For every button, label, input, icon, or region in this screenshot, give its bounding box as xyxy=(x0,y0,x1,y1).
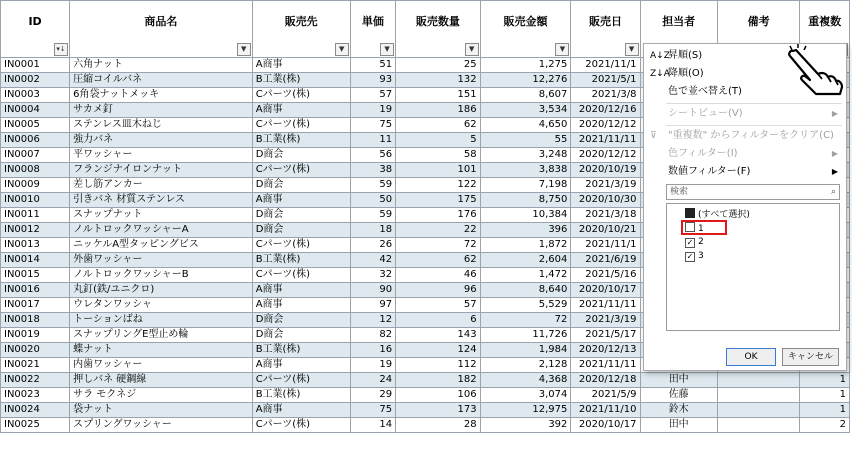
cell-customer[interactable]: A商事 xyxy=(252,298,350,313)
cell-price[interactable]: 59 xyxy=(350,178,395,193)
cell-date[interactable]: 2020/12/16 xyxy=(571,103,640,118)
cell-price[interactable]: 50 xyxy=(350,193,395,208)
dropdown-arrow-icon[interactable]: ▼ xyxy=(465,43,479,56)
clear-filter-icon: ⊽ xyxy=(650,131,657,141)
dropdown-arrow-icon[interactable]: ▼ xyxy=(625,43,639,56)
cell-name[interactable]: トーションばね xyxy=(70,313,253,328)
cell-id[interactable]: IN0022 xyxy=(1,373,70,388)
cell-price[interactable]: 12 xyxy=(350,313,395,328)
cell-name[interactable]: ニッケルA型タッピングビス xyxy=(70,238,253,253)
cell-name[interactable]: 外歯ワッシャー xyxy=(70,253,253,268)
header-amount xyxy=(480,1,571,58)
sheet-view-item xyxy=(644,105,844,123)
cell-customer[interactable]: A商事 xyxy=(252,58,350,73)
header-id xyxy=(1,1,70,58)
cell-customer[interactable]: B工業(株) xyxy=(252,388,350,403)
cell-customer[interactable]: D商会 xyxy=(252,178,350,193)
cell-id[interactable]: IN0004 xyxy=(1,103,70,118)
cell-price[interactable]: 32 xyxy=(350,268,395,283)
cancel-button[interactable]: キャンセル xyxy=(782,348,839,366)
cell-id[interactable]: IN0024 xyxy=(1,403,70,418)
cell-date[interactable]: 2021/3/18 xyxy=(571,208,640,223)
header-amount-label: 販売金額 xyxy=(503,15,548,28)
cell-date[interactable]: 2020/12/13 xyxy=(571,343,640,358)
list-item-value-2[interactable] xyxy=(685,236,704,249)
cell-name[interactable]: サカメ釘 xyxy=(70,103,253,118)
cell-qty[interactable]: 22 xyxy=(396,223,481,238)
cell-id[interactable]: IN0003 xyxy=(1,88,70,103)
cell-customer[interactable]: Cパーツ(株) xyxy=(252,88,350,103)
cell-id[interactable]: IN0019 xyxy=(1,328,70,343)
cell-price[interactable]: 19 xyxy=(350,358,395,373)
ok-button[interactable]: OK xyxy=(726,348,776,366)
cell-note[interactable] xyxy=(717,403,800,418)
header-date-label: 販売日 xyxy=(588,15,622,28)
cell-amount[interactable]: 55 xyxy=(480,133,571,148)
checkbox-icon[interactable]: ✓ xyxy=(686,252,694,261)
cell-qty[interactable]: 57 xyxy=(396,298,481,313)
cell-price[interactable]: 51 xyxy=(350,58,395,73)
cell-amount[interactable]: 1,872 xyxy=(480,238,571,253)
cell-name[interactable]: スプリングワッシャー xyxy=(70,418,253,433)
cell-customer[interactable]: D商会 xyxy=(252,208,350,223)
cell-id[interactable]: IN0010 xyxy=(1,193,70,208)
cell-amount[interactable]: 1,984 xyxy=(480,343,571,358)
cell-qty[interactable]: 175 xyxy=(396,193,481,208)
cell-customer[interactable]: Cパーツ(株) xyxy=(252,373,350,388)
sort-descending-icon: Z↓A xyxy=(650,69,670,79)
cell-name[interactable]: 強力バネ xyxy=(70,133,253,148)
cell-price[interactable]: 19 xyxy=(350,103,395,118)
header-price xyxy=(350,1,395,58)
cell-amount[interactable]: 396 xyxy=(480,223,571,238)
cell-price[interactable]: 93 xyxy=(350,73,395,88)
cell-qty[interactable]: 25 xyxy=(396,58,481,73)
cell-date[interactable]: 2021/5/17 xyxy=(571,328,640,343)
header-price-label: 単価 xyxy=(361,15,384,28)
cell-amount[interactable]: 392 xyxy=(480,418,571,433)
cell-price[interactable]: 29 xyxy=(350,388,395,403)
cell-customer[interactable]: D商会 xyxy=(252,148,350,163)
cell-dup[interactable]: 2 xyxy=(800,418,850,433)
dropdown-arrow-icon[interactable]: ▼ xyxy=(380,43,394,56)
sort-by-color-label: 色で並べ替え(T) xyxy=(668,86,742,97)
cell-price[interactable]: 59 xyxy=(350,208,395,223)
cell-qty[interactable]: 5 xyxy=(396,133,481,148)
cell-id[interactable]: IN0002 xyxy=(1,73,70,88)
cell-name[interactable]: 袋ナット xyxy=(70,403,253,418)
cell-price[interactable]: 18 xyxy=(350,223,395,238)
cell-name[interactable]: 6角袋ナットメッキ xyxy=(70,88,253,103)
menu-separator xyxy=(666,125,842,126)
color-filter-label: 色フィルター(I) xyxy=(668,148,738,159)
cell-qty[interactable]: 62 xyxy=(396,118,481,133)
cell-id[interactable]: IN0008 xyxy=(1,163,70,178)
cell-customer[interactable]: B工業(株) xyxy=(252,343,350,358)
cell-customer[interactable]: Cパーツ(株) xyxy=(252,118,350,133)
cell-amount[interactable]: 8,607 xyxy=(480,88,571,103)
clear-filter-label: "重複数" からフィルターをクリア(C) xyxy=(668,130,834,141)
cell-date[interactable]: 2020/10/30 xyxy=(571,193,640,208)
submenu-arrow-icon: ▶ xyxy=(831,109,838,118)
cell-id[interactable]: IN0025 xyxy=(1,418,70,433)
cell-amount[interactable]: 3,248 xyxy=(480,148,571,163)
cell-customer[interactable]: D商会 xyxy=(252,328,350,343)
cell-qty[interactable]: 58 xyxy=(396,148,481,163)
cell-id[interactable]: IN0001 xyxy=(1,58,70,73)
cell-dup[interactable]: 1 xyxy=(800,373,850,388)
cell-amount[interactable]: 1,472 xyxy=(480,268,571,283)
cell-amount[interactable]: 12,276 xyxy=(480,73,571,88)
cell-qty[interactable]: 112 xyxy=(396,358,481,373)
cell-id[interactable]: IN0011 xyxy=(1,208,70,223)
dropdown-arrow-icon[interactable]: ▼ xyxy=(237,43,251,56)
checkbox-icon[interactable] xyxy=(685,208,695,218)
cell-qty[interactable]: 132 xyxy=(396,73,481,88)
header-dup-label: 重複数 xyxy=(808,15,842,28)
cell-id[interactable]: IN0012 xyxy=(1,223,70,238)
cell-date[interactable]: 2021/3/19 xyxy=(571,313,640,328)
cell-date[interactable]: 2021/6/19 xyxy=(571,253,640,268)
cell-qty[interactable]: 46 xyxy=(396,268,481,283)
menu-separator xyxy=(666,103,842,104)
cell-name[interactable]: ステンレス皿木ねじ xyxy=(70,118,253,133)
cell-price[interactable]: 82 xyxy=(350,328,395,343)
cell-customer[interactable]: A商事 xyxy=(252,283,350,298)
cell-date[interactable]: 2021/5/16 xyxy=(571,268,640,283)
cell-id[interactable]: IN0017 xyxy=(1,298,70,313)
search-placeholder: 検索 xyxy=(670,187,689,197)
dropdown-arrow-icon[interactable]: ▼ xyxy=(555,43,569,56)
list-item-label: 2 xyxy=(698,237,704,247)
header-qty xyxy=(396,1,481,58)
header-name xyxy=(70,1,253,58)
cell-amount[interactable]: 5,529 xyxy=(480,298,571,313)
cell-amount[interactable]: 3,534 xyxy=(480,103,571,118)
header-note-label: 備考 xyxy=(747,15,770,28)
header-date xyxy=(571,1,640,58)
cell-price[interactable]: 11 xyxy=(350,133,395,148)
cell-amount[interactable]: 2,128 xyxy=(480,358,571,373)
cell-date[interactable]: 2020/10/17 xyxy=(571,283,640,298)
list-item-value-3[interactable] xyxy=(685,250,704,263)
cell-qty[interactable]: 106 xyxy=(396,388,481,403)
number-filter-label: 数値フィルター(F) xyxy=(668,166,751,177)
cell-date[interactable]: 2020/10/21 xyxy=(571,223,640,238)
header-qty-label: 販売数量 xyxy=(415,15,460,28)
header-staff-label: 担当者 xyxy=(662,15,696,28)
table-row xyxy=(1,373,850,388)
cell-amount[interactable]: 8,640 xyxy=(480,283,571,298)
cell-qty[interactable]: 122 xyxy=(396,178,481,193)
list-item-label: 3 xyxy=(698,251,704,261)
cell-id[interactable]: IN0014 xyxy=(1,253,70,268)
cell-name[interactable]: ノルトロックワッシャーB xyxy=(70,268,253,283)
cell-customer[interactable]: Cパーツ(株) xyxy=(252,268,350,283)
cell-qty[interactable]: 143 xyxy=(396,328,481,343)
sort-descending-label: 降順(O) xyxy=(668,68,704,79)
cell-name[interactable]: 内歯ワッシャー xyxy=(70,358,253,373)
cell-customer[interactable]: A商事 xyxy=(252,403,350,418)
cell-customer[interactable]: D商会 xyxy=(252,223,350,238)
header-name-label: 商品名 xyxy=(144,15,178,28)
cell-qty[interactable]: 186 xyxy=(396,103,481,118)
cell-date[interactable]: 2021/11/10 xyxy=(571,403,640,418)
submenu-arrow-icon: ▶ xyxy=(831,167,838,176)
cell-name[interactable]: 差し筋アンカー xyxy=(70,178,253,193)
cell-price[interactable]: 24 xyxy=(350,373,395,388)
cell-id[interactable]: IN0007 xyxy=(1,148,70,163)
cell-name[interactable]: サラ モクネジ xyxy=(70,388,253,403)
table-row xyxy=(1,388,850,403)
cell-id[interactable]: IN0005 xyxy=(1,118,70,133)
cell-id[interactable]: IN0006 xyxy=(1,133,70,148)
cell-name[interactable]: 平ワッシャー xyxy=(70,148,253,163)
cell-dup[interactable]: 1 xyxy=(800,388,850,403)
number-filter-item[interactable] xyxy=(644,163,844,181)
sheet-view-label: シートビュー(V) xyxy=(668,108,743,119)
search-icon: ⌕ xyxy=(830,187,836,197)
cell-price[interactable]: 42 xyxy=(350,253,395,268)
cell-price[interactable]: 16 xyxy=(350,343,395,358)
cell-customer[interactable]: Cパーツ(株) xyxy=(252,418,350,433)
cell-qty[interactable]: 173 xyxy=(396,403,481,418)
cell-qty[interactable]: 28 xyxy=(396,418,481,433)
cell-customer[interactable]: Cパーツ(株) xyxy=(252,163,350,178)
cell-amount[interactable]: 4,650 xyxy=(480,118,571,133)
cell-date[interactable]: 2020/10/19 xyxy=(571,163,640,178)
cell-customer[interactable]: A商事 xyxy=(252,103,350,118)
cell-qty[interactable]: 72 xyxy=(396,238,481,253)
cell-amount[interactable]: 2,604 xyxy=(480,253,571,268)
cell-name[interactable]: ノルトロックワッシャーA xyxy=(70,223,253,238)
cell-staff[interactable]: 田中 xyxy=(640,373,717,388)
cell-date[interactable]: 2020/12/12 xyxy=(571,148,640,163)
cell-date[interactable]: 2021/5/1 xyxy=(571,73,640,88)
cell-customer[interactable]: B工業(株) xyxy=(252,253,350,268)
sort-ascending-icon: A↓Z xyxy=(650,51,670,61)
cell-name[interactable]: 丸釘(鉄/ユニクロ) xyxy=(70,283,253,298)
cell-id[interactable]: IN0009 xyxy=(1,178,70,193)
cell-amount[interactable]: 12,975 xyxy=(480,403,571,418)
cell-qty[interactable]: 182 xyxy=(396,373,481,388)
cell-price[interactable]: 57 xyxy=(350,88,395,103)
cell-name[interactable]: 六角ナット xyxy=(70,58,253,73)
cell-amount[interactable]: 10,384 xyxy=(480,208,571,223)
header-id-label: ID xyxy=(28,15,42,28)
cell-price[interactable]: 75 xyxy=(350,118,395,133)
cell-name[interactable]: スナップリングE型止め輪 xyxy=(70,328,253,343)
cell-price[interactable]: 97 xyxy=(350,298,395,313)
header-customer xyxy=(252,1,350,58)
list-item-label: 1 xyxy=(698,224,704,234)
hand-pointer-icon xyxy=(782,44,844,96)
cell-qty[interactable]: 124 xyxy=(396,343,481,358)
cell-amount[interactable]: 3,074 xyxy=(480,388,571,403)
cell-id[interactable]: IN0016 xyxy=(1,283,70,298)
cell-date[interactable]: 2021/5/9 xyxy=(571,388,640,403)
cell-name[interactable]: 圧縮コイルバネ xyxy=(70,73,253,88)
cell-dup[interactable]: 1 xyxy=(800,403,850,418)
cell-customer[interactable]: A商事 xyxy=(252,358,350,373)
cell-date[interactable]: 2021/11/1 xyxy=(571,58,640,73)
cell-date[interactable]: 2021/11/11 xyxy=(571,298,640,313)
cell-note[interactable] xyxy=(717,388,800,403)
cell-price[interactable]: 75 xyxy=(350,403,395,418)
cell-price[interactable]: 38 xyxy=(350,163,395,178)
cell-amount[interactable]: 3,838 xyxy=(480,163,571,178)
cell-id[interactable]: IN0015 xyxy=(1,268,70,283)
cell-note[interactable] xyxy=(717,418,800,433)
color-filter-item xyxy=(644,145,844,163)
cell-date[interactable]: 2020/12/18 xyxy=(571,373,640,388)
cell-qty[interactable]: 6 xyxy=(396,313,481,328)
cell-date[interactable]: 2020/12/12 xyxy=(571,118,640,133)
cell-id[interactable]: IN0013 xyxy=(1,238,70,253)
cell-name[interactable]: 押しバネ 硬鋼線 xyxy=(70,373,253,388)
cell-staff[interactable]: 田中 xyxy=(640,418,717,433)
cell-customer[interactable]: D商会 xyxy=(252,313,350,328)
cell-id[interactable]: IN0020 xyxy=(1,343,70,358)
cell-customer[interactable]: B工業(株) xyxy=(252,73,350,88)
cell-date[interactable]: 2020/10/17 xyxy=(571,418,640,433)
header-customer-label: 販売先 xyxy=(284,15,318,28)
cell-amount[interactable]: 72 xyxy=(480,313,571,328)
dropdown-arrow-icon[interactable]: ▼ xyxy=(335,43,349,56)
checkbox-icon[interactable]: ✓ xyxy=(686,238,694,247)
cell-amount[interactable]: 7,198 xyxy=(480,178,571,193)
list-item-label: (すべて選択) xyxy=(698,210,750,220)
cell-id[interactable]: IN0021 xyxy=(1,358,70,373)
cell-staff[interactable]: 佐藤 xyxy=(640,388,717,403)
cell-note[interactable] xyxy=(717,373,800,388)
cell-id[interactable]: IN0018 xyxy=(1,313,70,328)
highlight-box xyxy=(681,220,727,235)
filter-search-input[interactable] xyxy=(666,184,840,200)
cell-date[interactable]: 2021/11/1 xyxy=(571,238,640,253)
cell-qty[interactable]: 151 xyxy=(396,88,481,103)
cell-date[interactable]: 2021/11/11 xyxy=(571,358,640,373)
sort-ascending-label: 昇順(S) xyxy=(668,50,703,61)
cell-price[interactable]: 90 xyxy=(350,283,395,298)
cell-staff[interactable]: 鈴木 xyxy=(640,403,717,418)
cell-name[interactable]: 引きバネ 材質ステンレス xyxy=(70,193,253,208)
cell-date[interactable]: 2021/3/19 xyxy=(571,178,640,193)
cell-name[interactable]: ウレタンワッシャ xyxy=(70,298,253,313)
cell-amount[interactable]: 11,726 xyxy=(480,328,571,343)
cell-qty[interactable]: 176 xyxy=(396,208,481,223)
cell-name[interactable]: 蝶ナット xyxy=(70,343,253,358)
cell-price[interactable]: 26 xyxy=(350,238,395,253)
table-row xyxy=(1,418,850,433)
table-row xyxy=(1,403,850,418)
cell-amount[interactable]: 4,368 xyxy=(480,373,571,388)
cell-id[interactable]: IN0023 xyxy=(1,388,70,403)
cell-customer[interactable]: Cパーツ(株) xyxy=(252,238,350,253)
submenu-arrow-icon: ▶ xyxy=(831,149,838,158)
sort-filter-icon[interactable]: ▾↓ xyxy=(54,43,68,56)
cell-customer[interactable]: B工業(株) xyxy=(252,133,350,148)
cell-qty[interactable]: 62 xyxy=(396,253,481,268)
cell-date[interactable]: 2021/11/11 xyxy=(571,133,640,148)
cell-price[interactable]: 14 xyxy=(350,418,395,433)
cell-price[interactable]: 56 xyxy=(350,148,395,163)
cell-date[interactable]: 2021/3/8 xyxy=(571,88,640,103)
cell-amount[interactable]: 8,750 xyxy=(480,193,571,208)
clear-filter-item xyxy=(644,127,844,145)
cell-name[interactable]: フランジナイロンナット xyxy=(70,163,253,178)
cell-customer[interactable]: A商事 xyxy=(252,193,350,208)
cell-qty[interactable]: 96 xyxy=(396,283,481,298)
cell-amount[interactable]: 1,275 xyxy=(480,58,571,73)
cell-qty[interactable]: 101 xyxy=(396,163,481,178)
cell-name[interactable]: スナップナット xyxy=(70,208,253,223)
